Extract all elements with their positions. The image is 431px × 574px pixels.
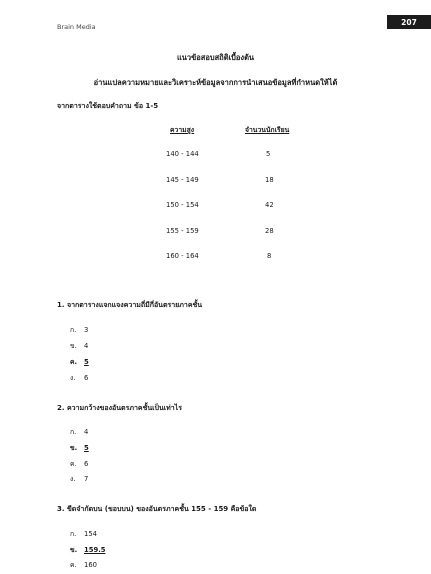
column-header-height: ความสูง: [170, 126, 195, 134]
table-cell-range: 155 - 159: [166, 227, 199, 235]
question-3-option-b-correct: ข. 159.5: [70, 546, 106, 554]
header-brand: Brain Media: [57, 23, 96, 31]
table-cell-range: 140 - 144: [166, 150, 199, 158]
question-2-option-d: ง. 7: [70, 475, 89, 483]
question-3-option-a: ก. 154: [70, 530, 97, 538]
page-number-badge: 207: [387, 15, 431, 29]
question-1-option-b: ข. 4: [70, 342, 89, 350]
question-2-option-b-correct: ข. 5: [70, 444, 89, 452]
table-cell-count: 28: [265, 227, 274, 235]
table-cell-range: 145 - 149: [166, 176, 199, 184]
page-subtitle: อ่านแปลความหมายและวิเคราะห์ข้อมูลจากการนำเสนอข้อมูลที่กำหนดให้ได้: [93, 78, 338, 87]
question-3-option-c: ค. 160: [70, 561, 97, 569]
page-title: แนวข้อสอบสถิติเบื้องต้น: [176, 53, 255, 62]
question-1-option-d: ง. 6: [70, 374, 89, 382]
column-header-count: จำนวนนักเรียน: [245, 126, 290, 134]
question-2-text: 2. ความกว้างของอันตรภาคชั้นเป็นเท่าไร: [57, 404, 182, 412]
question-1-option-c-correct: ค. 5: [70, 358, 89, 366]
question-2-option-c: ค. 6: [70, 460, 89, 468]
table-cell-range: 160 - 164: [166, 252, 199, 260]
question-2-option-a: ก. 4: [70, 428, 89, 436]
table-cell-range: 150 - 154: [166, 201, 199, 209]
question-1-option-a: ก. 3: [70, 326, 89, 334]
table-cell-count: 8: [267, 252, 272, 260]
question-1-text: 1. จากตารางแจกแจงความถี่มีกี่อันตรายภาคชั้น: [57, 301, 203, 309]
question-3-text: 3. ขีดจำกัดบน (ขอบบน) ของอันตรภาคชั้น 155 - 159 คือข้อใด: [57, 505, 257, 513]
table-cell-count: 18: [265, 176, 274, 184]
table-instruction: จากตารางใช้ตอบคำถาม ข้อ 1-5: [57, 102, 159, 110]
table-cell-count: 42: [265, 201, 274, 209]
table-cell-count: 5: [266, 150, 271, 158]
